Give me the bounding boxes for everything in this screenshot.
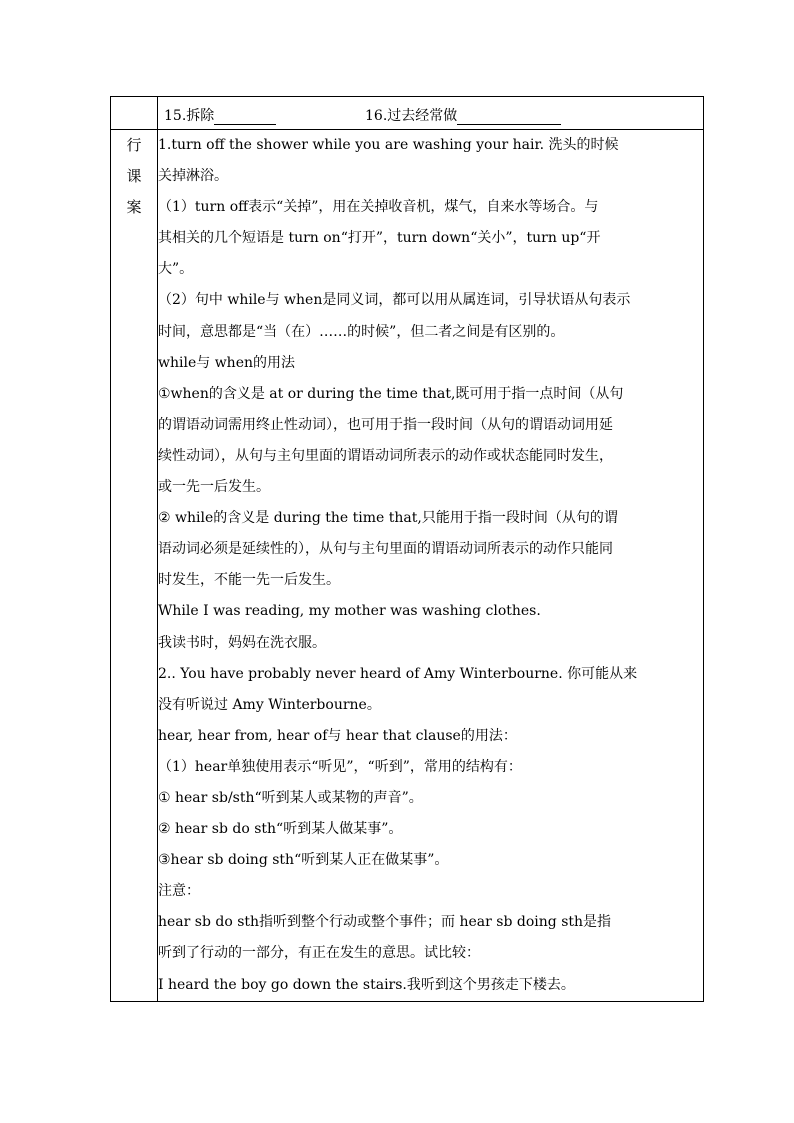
vocab-item-15-label: 15.拆除 <box>164 108 215 124</box>
vocab-item-15-blank <box>214 110 276 125</box>
vocab-item-16 <box>365 105 561 125</box>
vocab-row-side-cell <box>111 97 158 130</box>
text-line: hear, hear from, hear of与 hear that clause的用法： <box>158 727 517 744</box>
text-line: 1.turn off the shower while you are washing your hair. 洗头的时候 <box>158 137 619 153</box>
text-line: ③hear sb doing sth“听到某人正在做某事”。 <box>158 852 449 869</box>
text-line: （1）hear单独使用表示“听见”，“听到”，常用的结构有： <box>158 758 522 775</box>
text-line: 没有听说过 Amy Winterbourne。 <box>158 696 381 713</box>
vocab-item-16-label: 16.过去经常做 <box>365 108 458 124</box>
text-line: 语动词必须是延续性的），从句与主句里面的谓语动词所表示的动作只能同 <box>158 541 613 558</box>
text-line: 或一先一后发生。 <box>158 479 270 496</box>
text-line: （1）turn off表示“关掉”，用在关掉收音机，煤气，自来水等场合。与 <box>158 199 599 216</box>
text-line: 大”。 <box>158 261 194 278</box>
vocab-item-15 <box>164 105 276 125</box>
vocab-row <box>111 97 704 130</box>
text-line: ①when的含义是 at or during the time that,既可用于指一点时间（从句 <box>158 385 624 402</box>
lesson-content-cell <box>158 130 704 1002</box>
text-line: （2）句中 while与 when是同义词，都可以用从属连词，引导状语从句表示 <box>158 292 631 309</box>
vocab-item-16-blank <box>457 110 561 125</box>
text-line: ② hear sb do sth“听到某人做某事”。 <box>158 821 403 838</box>
text-line: 时间，意思都是“当（在）……的时候”，但二者之间是有区别的。 <box>158 323 565 340</box>
vocab-row-content-cell <box>158 97 704 130</box>
section-label-char: 行 <box>126 136 142 154</box>
text-line: I heard the boy go down the stairs.我听到这个男孩走下楼去。 <box>158 976 575 993</box>
text-line: ② while的含义是 during the time that,只能用于指一段时间（从句的谓 <box>158 510 618 527</box>
text-line: 听到了行动的一部分，有正在发生的意思。试比较： <box>158 945 480 962</box>
text-line: 我读书时，妈妈在洗衣服。 <box>158 634 326 651</box>
text-line: hear sb do sth指听到整个行动或整个事件；而 hear sb doing sth是指 <box>158 914 612 931</box>
text-line: 续性动词），从句与主句里面的谓语动词所表示的动作或状态能同时发生， <box>158 447 613 464</box>
text-line: 注意： <box>158 883 200 900</box>
section-label-char: 案 <box>126 198 142 216</box>
text-line: 的谓语动词需用终止性动词），也可用于指一段时间（从句的谓语动词用延 <box>158 416 613 433</box>
text-line: 关掉淋浴。 <box>158 168 228 185</box>
text-line: 2.. You have probably never heard of Amy Winterbourne. 你可能从来 <box>158 665 638 682</box>
text-line: 时发生，不能一先一后发生。 <box>158 572 340 589</box>
text-line: while与 when的用法 <box>158 354 295 371</box>
text-line: ① hear sb/sth“听到某人或某物的声音”。 <box>158 789 423 806</box>
section-label-cell <box>111 130 158 1002</box>
lesson-table <box>110 96 704 1002</box>
lesson-row <box>111 130 704 1002</box>
text-line: While I was reading, my mother was washing clothes. <box>158 603 541 620</box>
section-label-char: 课 <box>126 167 142 185</box>
text-line: 其相关的几个短语是 turn on“打开”，turn down“关小”，turn up“开 <box>158 230 601 247</box>
